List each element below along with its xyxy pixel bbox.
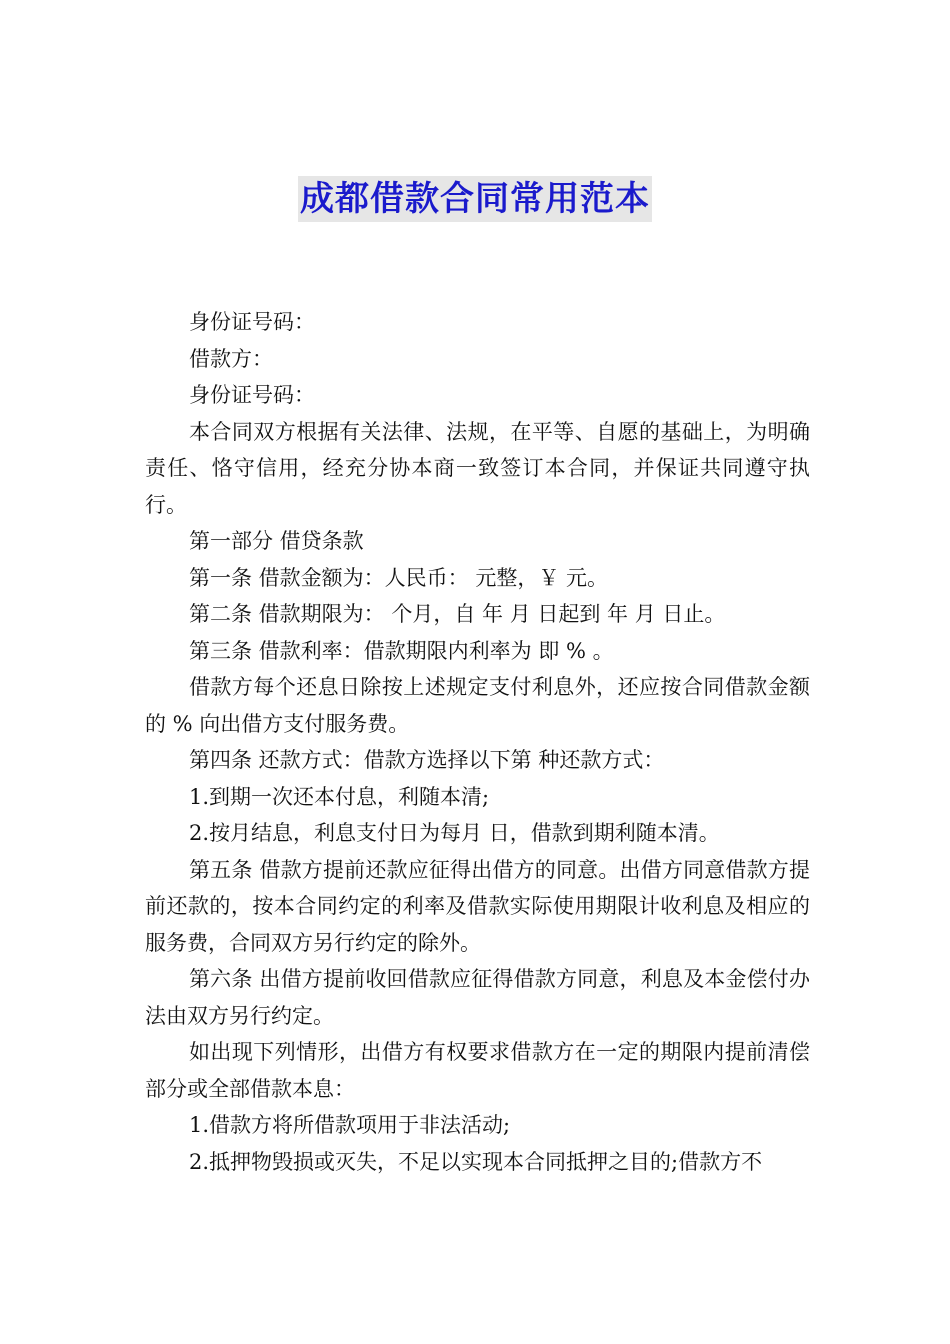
paragraph-part-one-heading: 第一部分 借贷条款 (189, 529, 364, 553)
paragraph-id-number-1: 身份证号码： (189, 310, 315, 334)
paragraph-service-fee: 借款方每个还息日除按上述规定支付利息外，还应按合同借款金额的 % 向出借方支付服务费。 (145, 675, 810, 736)
paragraph-condition-1: 1.借款方将所借款项用于非法活动; (189, 1113, 511, 1137)
document-body (145, 304, 810, 1180)
paragraph-repayment-option-2: 2.按月结息，利息支付日为每月 日，借款到期利随本清。 (189, 821, 720, 845)
paragraph-condition-2: 2.抵押物毁损或灭失，不足以实现本合同抵押之目的;借款方不 (189, 1149, 763, 1174)
paragraph-preamble: 本合同双方根据有关法律、法规，在平等、自愿的基础上，为明确责任、恪守信用，经充分协本商一致签订本合同，并保证共同遵守执行。 (145, 419, 810, 517)
paragraph-repayment-option-1: 1.到期一次还本付息，利随本清; (189, 784, 490, 809)
paragraph-article-3: 第三条 借款利率：借款期限内利率为 即 % 。 (189, 638, 614, 663)
paragraph-borrower: 借款方： (189, 346, 273, 371)
paragraph-article-4: 第四条 还款方式：借款方选择以下第 种还款方式： (189, 748, 665, 772)
paragraph-early-repayment-conditions: 如出现下列情形，出借方有权要求借款方在一定的期限内提前清偿部分或全部借款本息： (145, 1040, 810, 1101)
document-title: 成都借款合同常用范本 (298, 176, 652, 222)
paragraph-article-1: 第一条 借款金额为：人民币： 元整，￥ 元。 (189, 565, 609, 590)
title-container (0, 176, 950, 222)
paragraph-article-5: 第五条 借款方提前还款应征得出借方的同意。出借方同意借款方提前还款的，按本合同约定的利率及借款实际使用期限计收利息及相应的服务费，合同双方另行约定的除外。 (145, 857, 810, 955)
paragraph-id-number-2: 身份证号码： (189, 383, 315, 407)
paragraph-article-2: 第二条 借款期限为： 个月，自 年 月 日起到 年 月 日止。 (189, 602, 726, 626)
paragraph-article-6: 第六条 出借方提前收回借款应征得借款方同意，利息及本金偿付办法由双方另行约定。 (145, 967, 810, 1028)
